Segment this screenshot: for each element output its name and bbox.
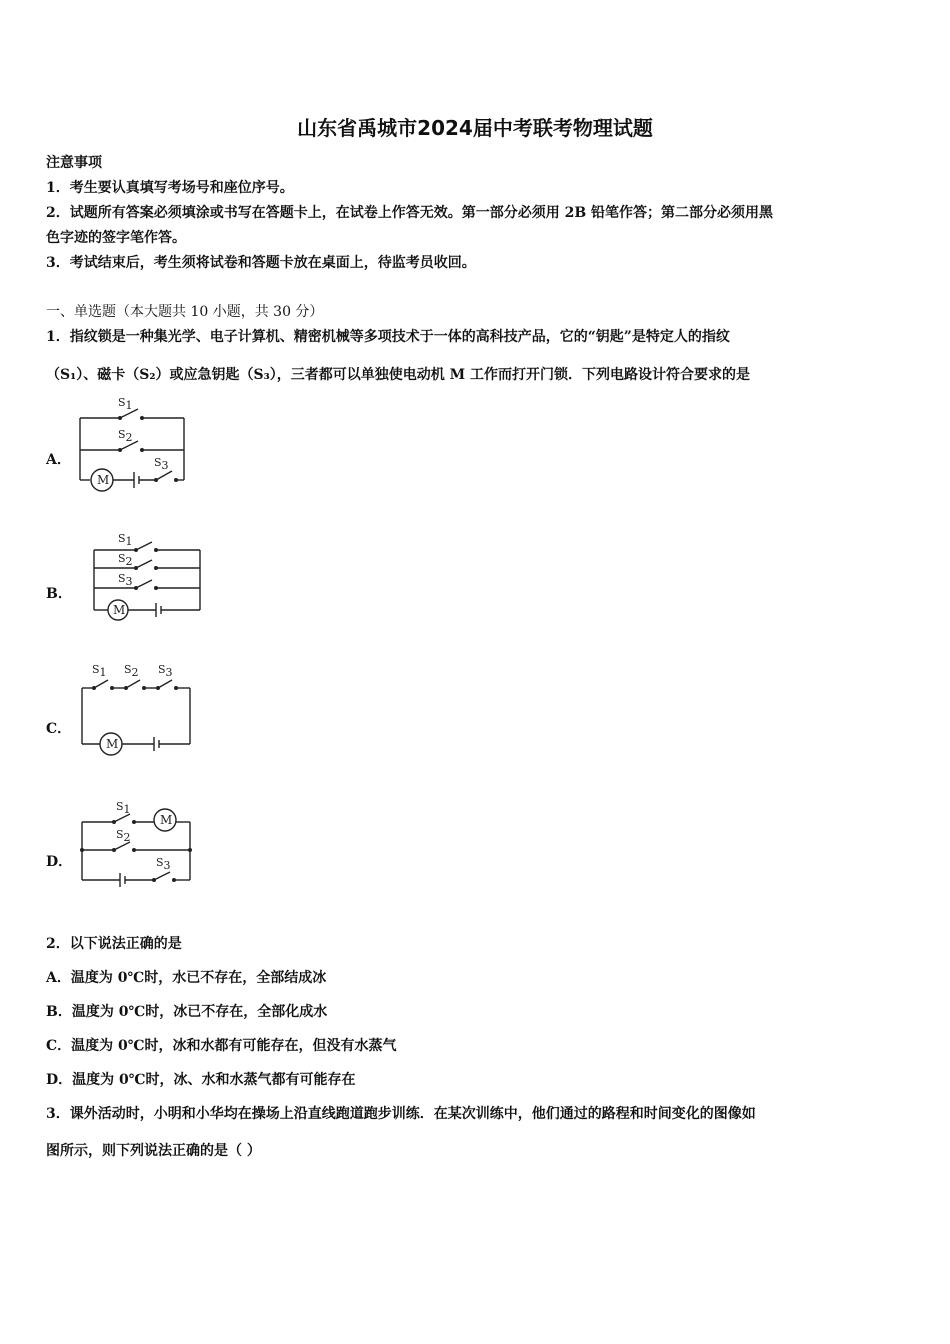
switch-label-s1: S1 (92, 663, 107, 679)
switch-label-s1: S1 (118, 396, 133, 412)
switch-label-s2: S2 (116, 828, 131, 844)
question-1-line1: 1．指纹锁是一种集光学、电子计算机、精密机械等多项技术于一体的高科技产品，它的“钥匙”是特定人的指纹 (46, 329, 730, 345)
circuit-diagram-c (74, 660, 204, 760)
notice-item: 2．试题所有答案必须填涂或书写在答题卡上，在试卷上作答无效。第一部分必须用 2B 铅笔作答；第二部分必须用黑 (46, 205, 774, 221)
page-title: 山东省禹城市2024届中考联考物理试题 (297, 116, 653, 140)
section-heading: 一、单选题（本大题共 10 小题，共 30 分） (46, 304, 324, 320)
switch-label-s2: S2 (118, 552, 133, 568)
question-3-line2: 图所示，则下列说法正确的是（ ） (46, 1143, 261, 1159)
option-b-label: B． (46, 586, 72, 602)
switch-label-s3: S3 (156, 856, 171, 872)
question-1-line2: （S₁）、磁卡（S₂）或应急钥匙（S₃），三者都可以单独使电动机 M 工作而打开门锁．下列电路设计符合要求的是 (46, 367, 750, 383)
motor-label: M (113, 603, 126, 617)
question-3-line1: 3．课外活动时，小明和小华均在操场上沿直线跑道跑步训练．在某次训练中，他们通过的路程和时间变化的图像如 (46, 1106, 756, 1122)
question-2-option-c: C．温度为 0℃时，冰和水都有可能存在，但没有水蒸气 (46, 1038, 397, 1054)
switch-label-s1: S1 (118, 532, 133, 548)
question-2-option-a: A．温度为 0℃时，水已不存在，全部结成冰 (46, 970, 327, 986)
circuit-diagram-a (72, 394, 222, 498)
motor-label: M (160, 813, 173, 827)
switch-label-s3: S3 (118, 572, 133, 588)
option-d-label: D． (46, 854, 73, 870)
question-2-stem: 2．以下说法正确的是 (46, 936, 182, 952)
notice-heading: 注意事项 (46, 155, 102, 171)
circuit-diagram-d (74, 796, 204, 896)
option-c-label: C． (46, 721, 72, 737)
switch-label-s3: S3 (154, 456, 169, 472)
notice-item: 色字迹的签字笔作答。 (46, 230, 186, 246)
question-2-option-d: D．温度为 0℃时，冰、水和水蒸气都有可能存在 (46, 1072, 356, 1088)
notice-item: 1．考生要认真填写考场号和座位序号。 (46, 180, 294, 196)
motor-label: M (97, 473, 110, 487)
switch-label-s3: S3 (158, 663, 173, 679)
notice-item: 3．考试结束后，考生须将试卷和答题卡放在桌面上，待监考员收回。 (46, 255, 476, 271)
circuit-diagram-b (86, 528, 216, 628)
switch-label-s2: S2 (124, 663, 139, 679)
option-a-label: A． (46, 452, 71, 468)
switch-label-s1: S1 (116, 800, 131, 816)
motor-label: M (106, 737, 119, 751)
switch-label-s2: S2 (118, 428, 133, 444)
question-2-option-b: B．温度为 0℃时，冰已不存在，全部化成水 (46, 1004, 328, 1020)
